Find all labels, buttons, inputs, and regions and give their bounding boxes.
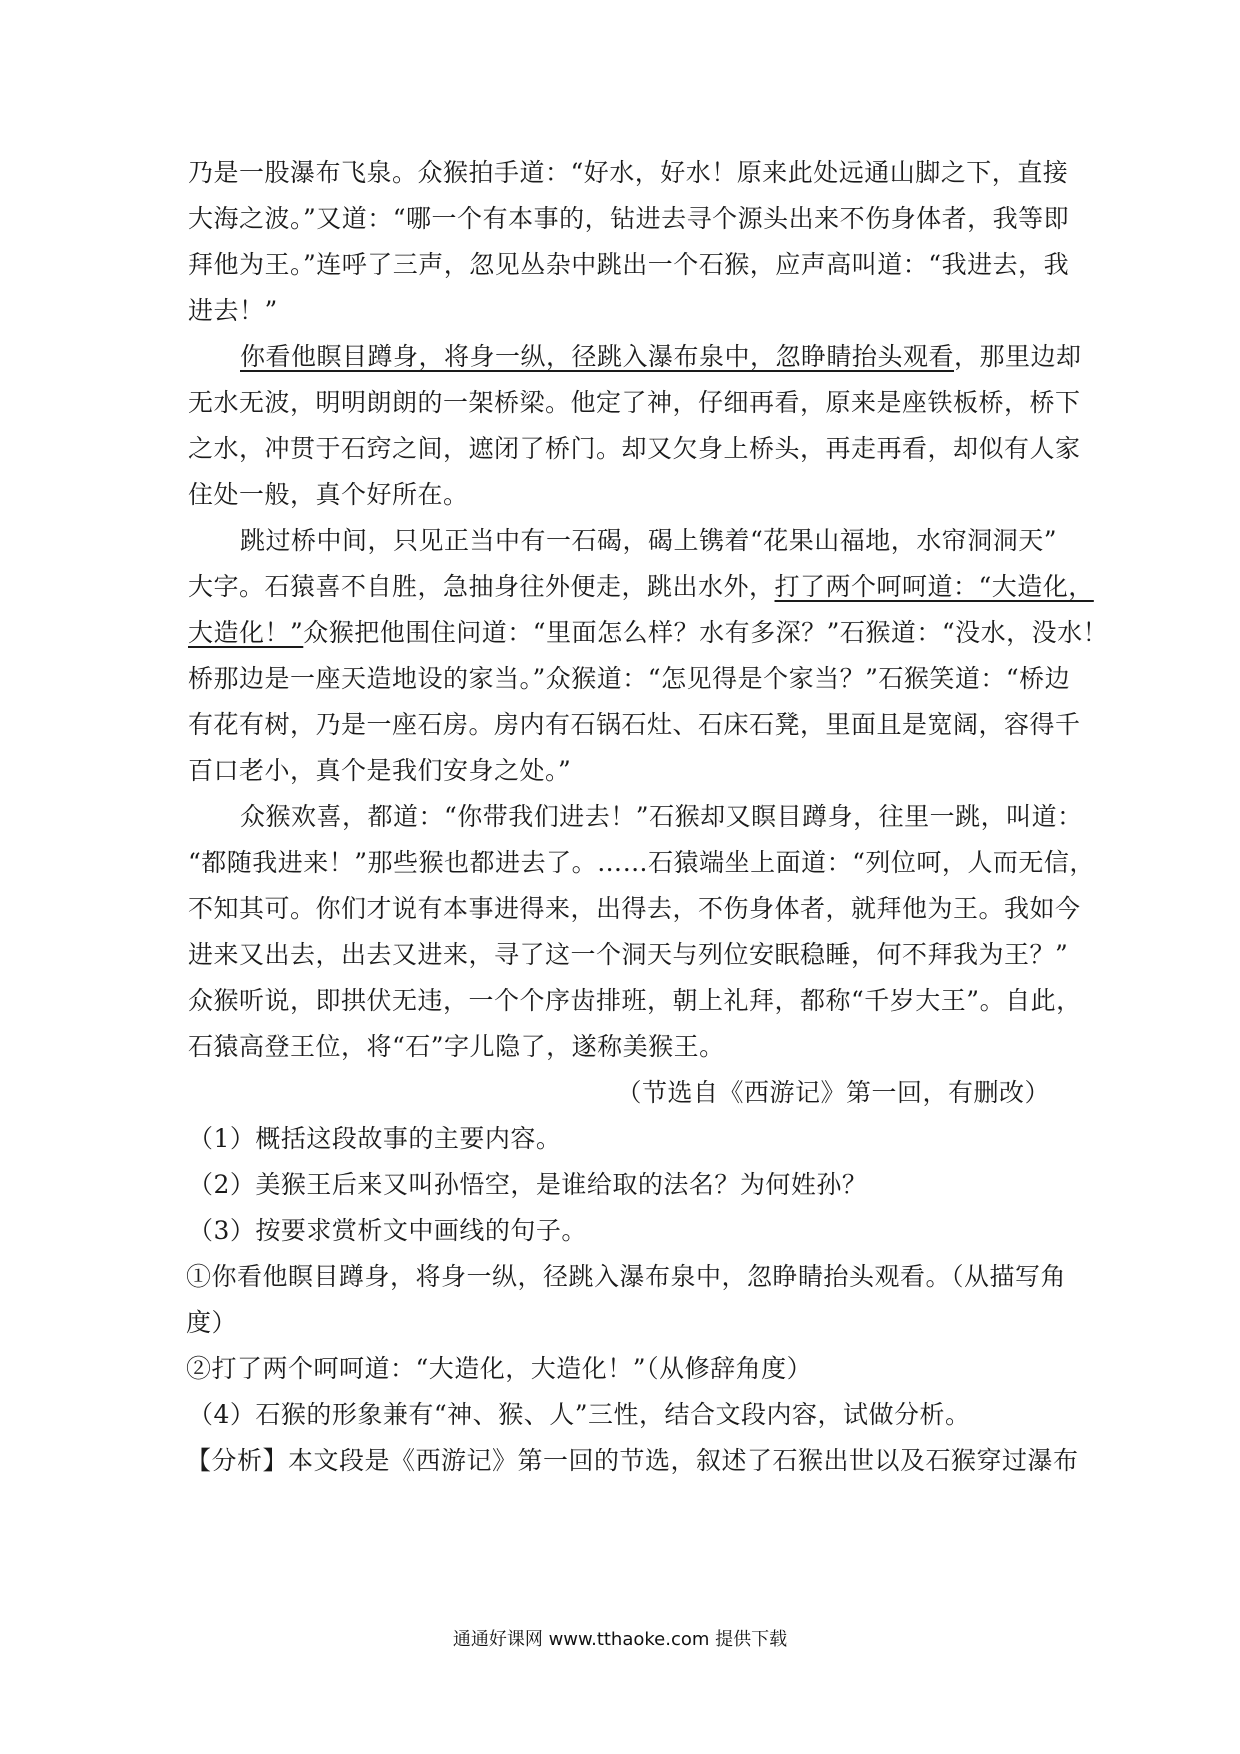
questions [186,1116,1067,1438]
paragraph-3 [188,518,1109,794]
question-3-part-1: ①你看他瞑目蹲身，将身一纵，径跳入瀑布泉中，忽睁睛抬头观看。（从描写角 [186,1262,1067,1291]
paragraph-4 [188,794,1095,1070]
text-line: 石猿高登王位，将“石”字儿隐了，遂称美猴王。 [188,1032,725,1061]
document-body [186,150,1109,1484]
text-line [188,334,1082,380]
text-line: 进去！” [188,296,278,325]
text-span: 众猴把他围住问道：“里面怎么样？水有多深？”石猴道：“没水，没水！ [303,618,1109,647]
question-2: （2）美猴王后来又叫孙悟空，是谁给取的法名？为何姓孙？ [188,1170,868,1199]
text-line: 拜他为王。”连呼了三声，忽见丛杂中跳出一个石猴，应声高叫道：“我进去，我 [188,250,1070,279]
question-1: （1）概括这段故事的主要内容。 [188,1124,562,1153]
text-line [188,564,1094,610]
paragraph-1 [188,150,1070,334]
text-line: 无水无波，明明朗朗的一架桥梁。他定了神，仔细再看，原来是座铁板桥，桥下 [188,388,1081,417]
text-line: 乃是一股瀑布飞泉。众猴拍手道：“好水，好水！原来此处远通山脚之下，直接 [188,158,1069,187]
paragraph-2 [188,334,1082,518]
underlined-sentence-2: 打了两个呵呵道：“大造化， [774,572,1094,601]
text-span: 大字。石猿喜不自胜，急抽身往外便走，跳出水外， [188,572,775,601]
text-line: 进来又出去，出去又进来，寻了这一个洞天与列位安眠稳睡，何不拜我为王？” [188,940,1069,969]
underlined-sentence-1: 你看他瞑目蹲身，将身一纵，径跳入瀑布泉中，忽睁睛抬头观看 [240,342,955,371]
text-line: 众猴欢喜，都道：“你带我们进去！”石猴却又瞑目蹲身，往里一跳，叫道： [240,802,1083,831]
text-line: 百口老小，真个是我们安身之处。” [188,756,572,785]
text-line: “都随我进来！”那些猴也都进去了。……石猿端坐上面道：“列位呵，人而无信， [188,848,1095,877]
text-line: 住处一般，真个好所在。 [188,480,469,509]
text-line: 桥那边是一座天造地设的家当。”众猴道：“怎见得是个家当？”石猴笑道：“桥边 [188,664,1071,693]
analysis-text: 【分析】本文段是《西游记》第一回的节选，叙述了石猴出世以及石猴穿过瀑布 [186,1446,1079,1475]
page-footer: 通通好课网 www.tthaoke.com 提供下载 [452,1629,788,1650]
text-line: 跳过桥中间，只见正当中有一石碣，碣上镌着“花果山福地，水帘洞洞天” [240,526,1058,555]
question-3: （3）按要求赏析文中画线的句子。 [188,1216,587,1245]
text-line: 不知其可。你们才说有本事进得来，出得去，不伤身体者，就拜他为王。我如今 [188,894,1081,923]
question-3-part-1-cont: 度） [186,1308,238,1337]
text-span: ，那里边却 [954,342,1082,371]
text-line: 众猴听说，即拱伏无违，一个个序齿排班，朝上礼拜，都称“千岁大王”。自此， [188,986,1082,1015]
text-line: 有花有树，乃是一座石房。房内有石锅石灶、石床石凳，里面且是宽阔，容得千 [188,710,1081,739]
text-line: 大海之波。”又道：“哪一个有本事的，钻进去寻个源头出来不伤身体者，我等即 [188,204,1070,233]
question-3-part-2: ②打了两个呵呵道：“大造化，大造化！”（从修辞角度） [186,1354,813,1383]
text-line [188,610,1109,656]
source-citation: （节选自《西游记》第一回，有删改） [616,1078,1050,1107]
underlined-sentence-2-cont: 大造化！” [188,618,304,647]
question-4: （4）石猴的形象兼有“神、猴、人”三性，结合文段内容，试做分析。 [188,1400,971,1429]
text-line: 之水，冲贯于石窍之间，遮闭了桥门。却又欠身上桥头，再走再看，却似有人家 [188,434,1081,463]
